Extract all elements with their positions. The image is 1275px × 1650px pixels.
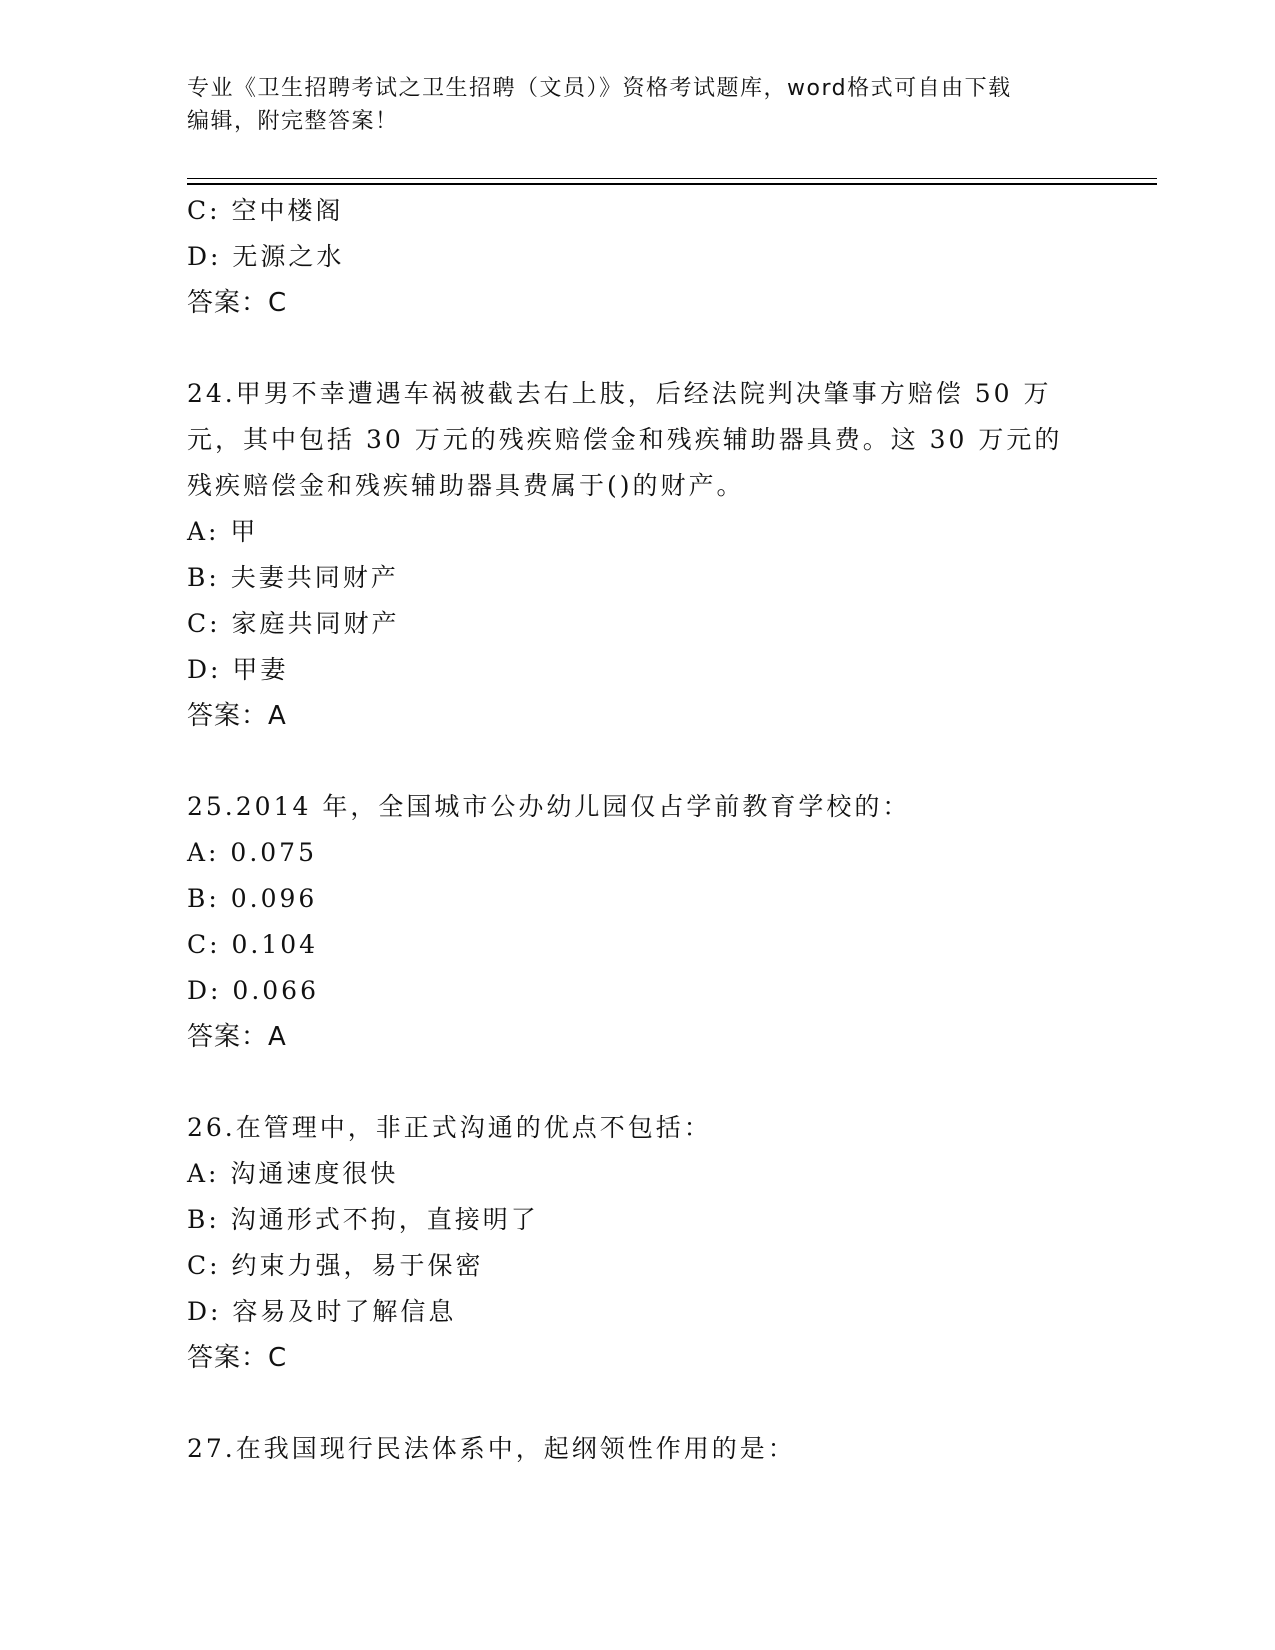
option-a: A: 沟通速度很快: [187, 1159, 399, 1188]
option-d: D: 无源之水: [187, 242, 345, 271]
answer-line: 答案：A: [187, 701, 287, 731]
option-a: A: 甲: [187, 517, 259, 546]
question-stem: [187, 784, 1087, 830]
stem-line: 元，其中包括 30 万元的残疾赔偿金和残疾辅助器具费。这 30 万元的: [187, 425, 1063, 454]
question-stem: [187, 1426, 1087, 1472]
option-c: C: 约束力强，易于保密: [187, 1251, 484, 1280]
option-c: C: 0.104: [187, 930, 319, 959]
option-d: D: 甲妻: [187, 655, 289, 684]
header-rule-thick: [187, 183, 1157, 185]
question-stem: [187, 371, 1087, 509]
stem-line: 27.在我国现行民法体系中，起纲领性作用的是：: [187, 1434, 796, 1463]
stem-line: 24.甲男不幸遭遇车祸被截去右上肢，后经法院判决肇事方赔偿 50 万: [187, 379, 1052, 408]
stem-line: 26.在管理中，非正式沟通的优点不包括：: [187, 1113, 712, 1142]
answer-line: 答案：A: [187, 1022, 287, 1052]
option-b: B: 0.096: [187, 884, 318, 913]
option-c: C: 空中楼阁: [187, 196, 344, 225]
option-b: B: 沟通形式不拘，直接明了: [187, 1205, 539, 1234]
question-block-26: [187, 1105, 1087, 1381]
option-a: A: 0.075: [187, 838, 317, 867]
header-line-1: 专业《卫生招聘考试之卫生招聘（文员）》资格考试题库，word格式可自由下载: [187, 76, 1012, 101]
question-block-23: [187, 188, 1087, 326]
question-block-24: [187, 371, 1087, 739]
stem-line: 25.2014 年，全国城市公办幼儿园仅占学前教育学校的：: [187, 792, 911, 821]
header-rule-thin: [187, 178, 1157, 179]
option-d: D: 容易及时了解信息: [187, 1297, 457, 1326]
question-list: [187, 188, 1087, 1472]
option-c: C: 家庭共同财产: [187, 609, 400, 638]
question-stem: [187, 1105, 1087, 1151]
question-block-27: [187, 1426, 1087, 1472]
option-d: D: 0.066: [187, 976, 319, 1005]
page-header: [187, 72, 1087, 138]
option-b: B: 夫妻共同财产: [187, 563, 399, 592]
stem-line: 残疾赔偿金和残疾辅助器具费属于()的财产。: [187, 471, 745, 500]
header-line-2: 编辑，附完整答案！: [187, 109, 399, 134]
answer-line: 答案：C: [187, 288, 288, 318]
question-block-25: [187, 784, 1087, 1060]
answer-line: 答案：C: [187, 1343, 288, 1373]
